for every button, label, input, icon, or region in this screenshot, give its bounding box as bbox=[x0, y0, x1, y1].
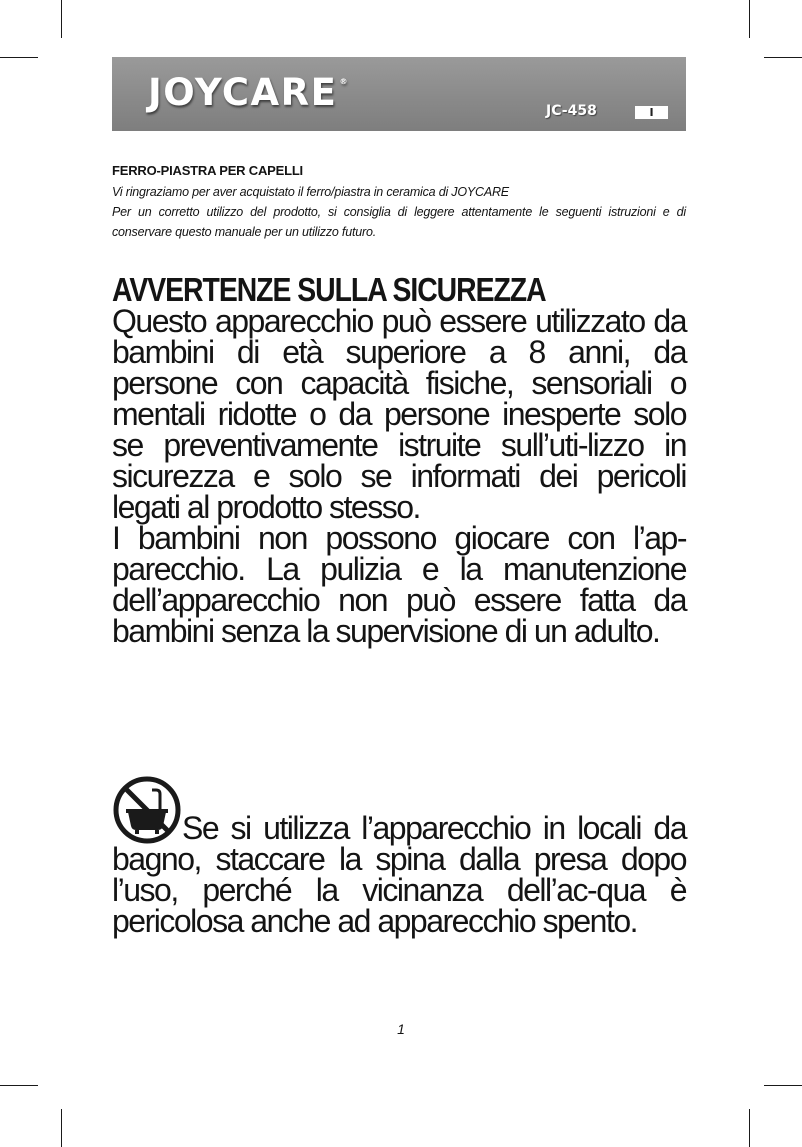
crop-mark bbox=[61, 1109, 62, 1147]
product-title: FERRO-PIASTRA PER CAPELLI bbox=[112, 163, 303, 178]
section-title: AVVERTENZE SULLA SICUREZZA bbox=[112, 271, 546, 308]
crop-mark bbox=[0, 57, 38, 58]
intro-section bbox=[112, 160, 686, 242]
header-band bbox=[112, 57, 686, 131]
safety-paragraph-1: Questo apparecchio può essere utilizzato da bambini di età superiore a 8 anni, da persone con capacità fisiche, sensoriali o mentali ridotte o da persone inesperte solo se preventivamente istruite sull’uti-lizzo in sicurezza e solo se informati dei pericoli legati al prodotto stesso. bbox=[112, 303, 686, 525]
thanks-text: Vi ringraziamo per aver acquistato il ferro/piastra in ceramica di JOYCARE bbox=[112, 185, 509, 199]
advice-text: Per un corretto utilizzo del prodotto, si consiglia di leggere attentamente le seguenti istruzioni e di conservare questo manuale per un utilizzo futuro. bbox=[112, 205, 686, 239]
page-number: 1 bbox=[397, 1021, 405, 1037]
crop-mark bbox=[0, 1085, 38, 1086]
bath-warning bbox=[112, 810, 686, 939]
language-tab: I bbox=[635, 106, 668, 119]
crop-mark bbox=[749, 1109, 750, 1147]
brand-logo: JOYCARE ® bbox=[148, 71, 349, 114]
crop-mark bbox=[764, 1085, 802, 1086]
crop-mark bbox=[749, 0, 750, 38]
crop-mark bbox=[764, 57, 802, 58]
safety-paragraph-2: I bambini non possono giocare con l’ap-parecchio. La pulizia e la manutenzione dell’apparecchio non può essere fatta da bambini senza la supervisione di un adulto. bbox=[112, 520, 686, 649]
model-number: JC-458 bbox=[546, 103, 597, 119]
bath-warning-text: Se si utilizza l’apparecchio in locali da bagno, staccare la spina dalla presa dopo l’uso, perché la vicinanza dell’ac-qua è pericolosa anche ad apparecchio spento. bbox=[112, 810, 686, 939]
crop-mark bbox=[61, 0, 62, 38]
safety-body bbox=[112, 303, 686, 649]
